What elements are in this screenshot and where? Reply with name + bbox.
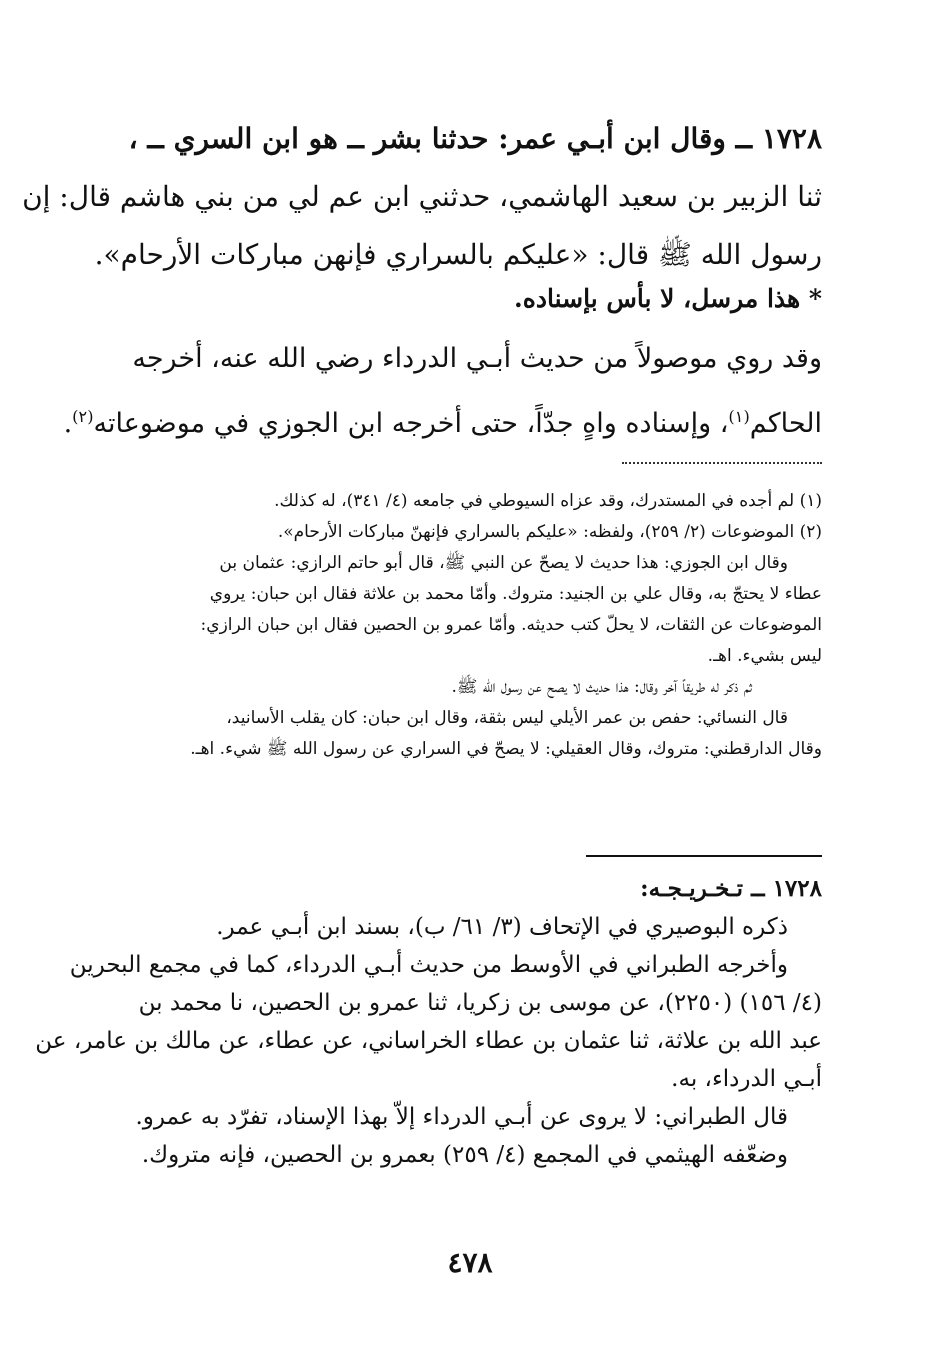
comment-line — [63, 388, 822, 453]
takhrij-section — [35, 870, 822, 1174]
section-rule — [586, 855, 822, 857]
footnote-line: وقال ابن الجوزي: هذا حديث لا يصحّ عن النبي ﷺ، قال أبو حاتم الرازي: عثمان بن — [219, 553, 788, 573]
takhrij-line: وأخرجه الطبراني في الأوسط من حديث أبـي الدرداء، كما في مجمع البحرين — [69, 952, 788, 978]
judgement-note: * هذا مرسل، لا بأس بإسناده. — [514, 284, 822, 313]
comment-text: . — [63, 408, 73, 439]
footnote-line: الموضوعات عن الثقات، لا يحلّ كتب حديثه. وأمّا عمرو بن الحصين فقال ابن حبان الرازي: — [200, 615, 822, 635]
comment-text: الحاكم — [749, 408, 822, 439]
page-number: ٤٧٨ — [447, 1246, 493, 1279]
footnote-line: ثم ذكر له طريقاً آخر وقال: هذا حديث لا يصح عن رسول الله ﷺ. — [451, 677, 752, 697]
footnotes — [110, 486, 822, 765]
hadith-text — [22, 110, 822, 284]
footnote-line: ليس بشيء. اهـ. — [707, 646, 822, 666]
footnote-ref-2[interactable]: (٢) — [72, 407, 94, 426]
comment-text: ، وإسناده واهٍ جدّاً، حتى أخرجه ابن الجوزي في موضوعاته — [93, 408, 729, 439]
takhrij-heading: ١٧٢٨ ــ تـخـريـجـه: — [640, 875, 822, 902]
footnote-line: (١) لم أجده في المستدرك، وقد عزاه السيوطي في جامعه (٤/ ٣٤١)، له كذلك. — [274, 491, 822, 511]
footnote-ref-1[interactable]: (١) — [728, 407, 750, 426]
comment-line: وقد روي موصولاً من حديث أبـي الدرداء رضي الله عنه، أخرجه — [132, 343, 822, 374]
hadith-line: ثنا الزبير بن سعيد الهاشمي، حدثني ابن عم لي من بني هاشم قال: إن — [22, 180, 822, 213]
takhrij-line: ذكره البوصيري في الإتحاف (٣/ ٦١/ ب)، بسند ابن أبـي عمر. — [216, 914, 788, 940]
footnote-line: وقال الدارقطني: متروك، وقال العقيلي: لا يصحّ في السراري عن رسول الله ﷺ شيء. اهـ. — [190, 739, 822, 759]
hadith-line: ١٧٢٨ ــ وقال ابن أبـي عمر: حدثنا بشر ــ هو ابن السري ــ ، — [128, 122, 822, 155]
footnote-line: عطاء لا يحتجّ به، وقال علي بن الجنيد: متروك. وأمّا محمد بن علاثة فقال ابن حبان: يروي — [209, 584, 822, 604]
hadith-line: رسول الله ﷺ قال: «عليكم بالسراري فإنهن مباركات الأرحام». — [94, 238, 822, 271]
takhrij-line: أبـي الدرداء، به. — [671, 1066, 822, 1092]
takhrij-line: وضعّفه الهيثمي في المجمع (٤/ ٢٥٩) بعمرو بن الحصين، فإنه متروك. — [141, 1142, 788, 1168]
footnote-line: (٢) الموضوعات (٢/ ٢٥٩)، ولفظه: «عليكم بالسراري فإنهنّ مباركات الأرحام». — [277, 522, 822, 542]
takhrij-line: (٤/ ١٥٦) (٢٢٥٠)، عن موسى بن زكريا، ثنا عمرو بن الحصين، نا محمد بن — [138, 990, 822, 1016]
takhrij-line: عبد الله بن علاثة، ثنا عثمان بن عطاء الخراساني، عن عطاء، عن مالك بن عامر، عن — [35, 1028, 822, 1054]
takhrij-line: قال الطبراني: لا يروى عن أبـي الدرداء إلاّ بهذا الإسناد، تفرّد به عمرو. — [135, 1104, 788, 1130]
comment-paragraph — [63, 330, 822, 453]
footnote-line: قال النسائي: حفص بن عمر الأيلي ليس بثقة، وقال ابن حبان: كان يقلب الأسانيد، — [226, 708, 788, 728]
footnote-separator — [622, 462, 822, 464]
